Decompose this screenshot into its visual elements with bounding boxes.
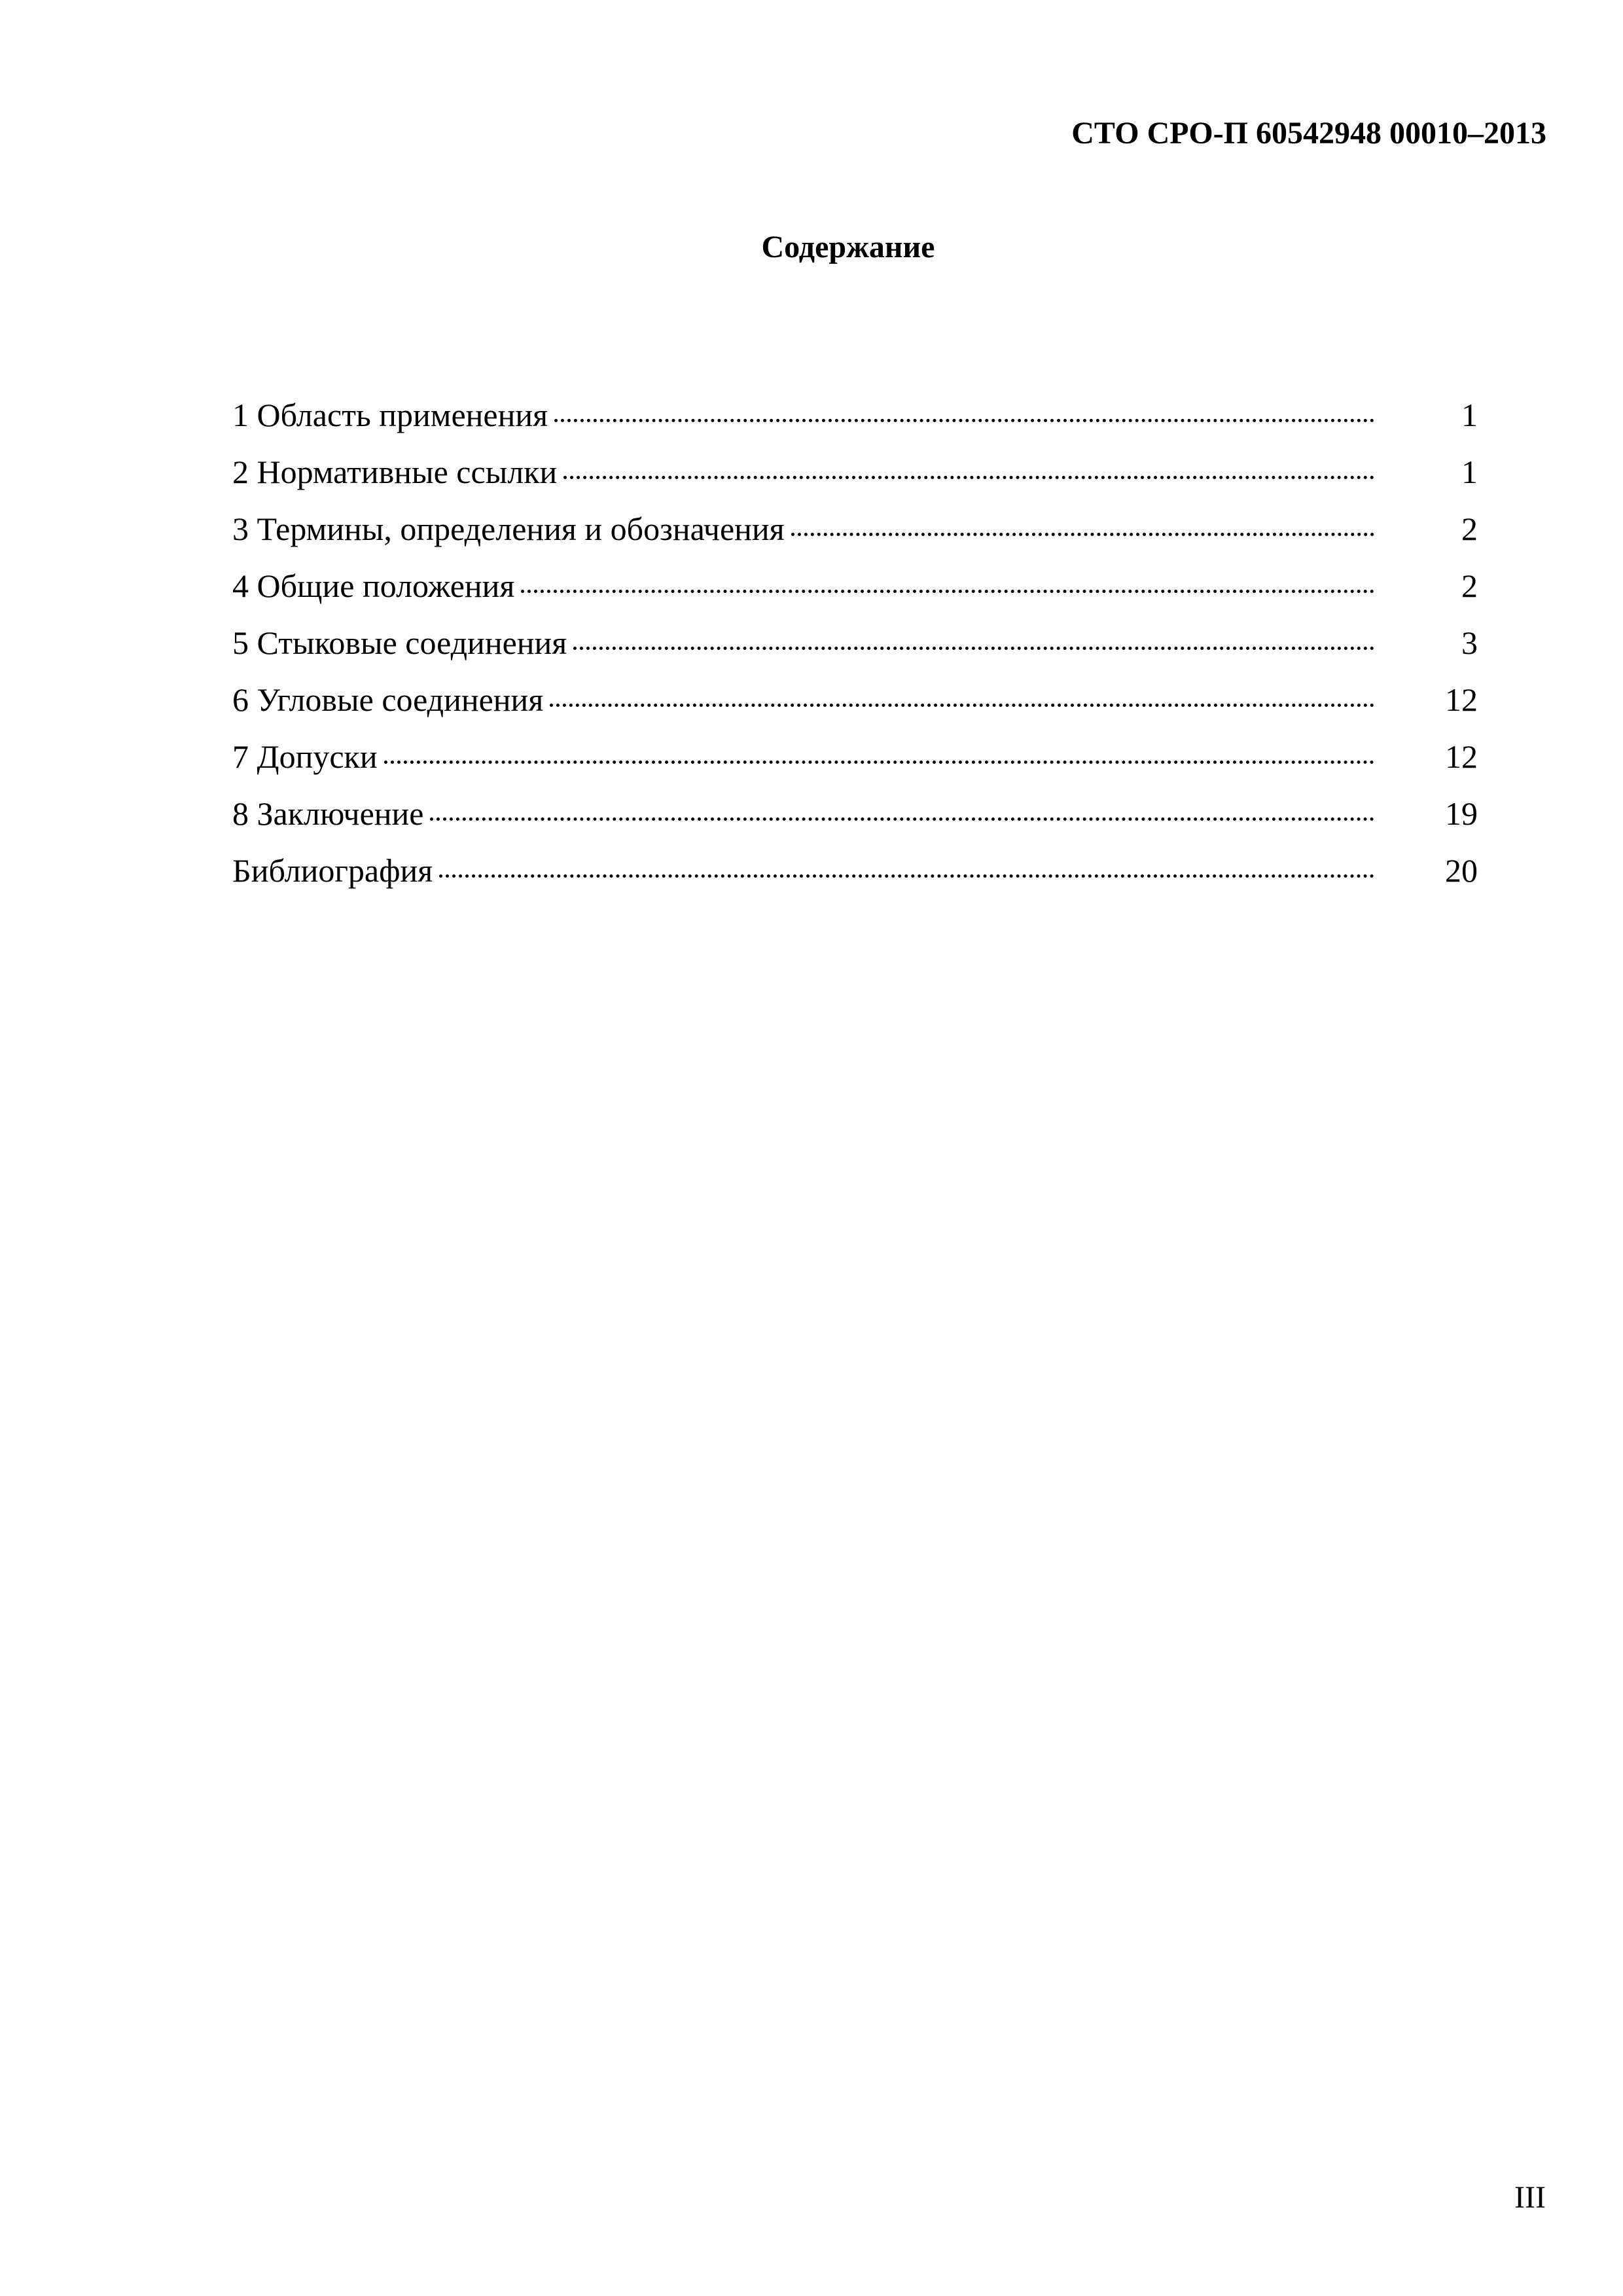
dot-leader — [573, 647, 1374, 650]
toc-entry-page: 3 — [1461, 624, 1478, 661]
dot-leader — [430, 817, 1374, 821]
toc-entry-page: 19 — [1445, 795, 1478, 832]
toc-entry[interactable] — [232, 566, 1478, 623]
toc-entry-page: 12 — [1445, 738, 1478, 775]
page-number: III — [1514, 2180, 1546, 2215]
toc-entry-page: 20 — [1445, 852, 1478, 889]
table-of-contents — [232, 395, 1478, 908]
toc-entry-label: 6 Угловые соединения — [232, 681, 544, 718]
toc-entry-label: 7 Допуски — [232, 738, 378, 775]
toc-entry[interactable] — [232, 509, 1478, 566]
dot-leader — [439, 874, 1374, 878]
page-title: Содержание — [761, 230, 935, 264]
toc-entry[interactable] — [232, 680, 1478, 737]
toc-entry-label: 8 Заключение — [232, 795, 424, 832]
toc-entry-label: 2 Нормативные ссылки — [232, 454, 558, 490]
toc-entry[interactable] — [232, 623, 1478, 680]
document-code-header: СТО СРО-П 60542948 00010–2013 — [1071, 116, 1546, 151]
toc-entry[interactable] — [232, 851, 1478, 908]
toc-entry[interactable] — [232, 452, 1478, 509]
toc-entry-page: 12 — [1445, 681, 1478, 718]
toc-entry-label: Библиография — [232, 852, 433, 889]
toc-entry[interactable] — [232, 395, 1478, 452]
toc-entry-label: 1 Область применения — [232, 397, 548, 433]
toc-entry-label: 5 Стыковые соединения — [232, 624, 567, 661]
toc-entry-page: 2 — [1461, 511, 1478, 547]
dot-leader — [521, 590, 1374, 593]
toc-entry-page: 1 — [1461, 397, 1478, 433]
toc-entry-label: 3 Термины, определения и обозначения — [232, 511, 785, 547]
toc-entry-page: 1 — [1461, 454, 1478, 490]
toc-entry[interactable] — [232, 794, 1478, 851]
dot-leader — [384, 761, 1374, 764]
dot-leader — [563, 476, 1374, 479]
dot-leader — [554, 419, 1374, 422]
toc-entry[interactable] — [232, 737, 1478, 794]
toc-entry-page: 2 — [1461, 567, 1478, 604]
dot-leader — [550, 704, 1374, 707]
dot-leader — [791, 533, 1374, 536]
toc-entry-label: 4 Общие положения — [232, 567, 515, 604]
